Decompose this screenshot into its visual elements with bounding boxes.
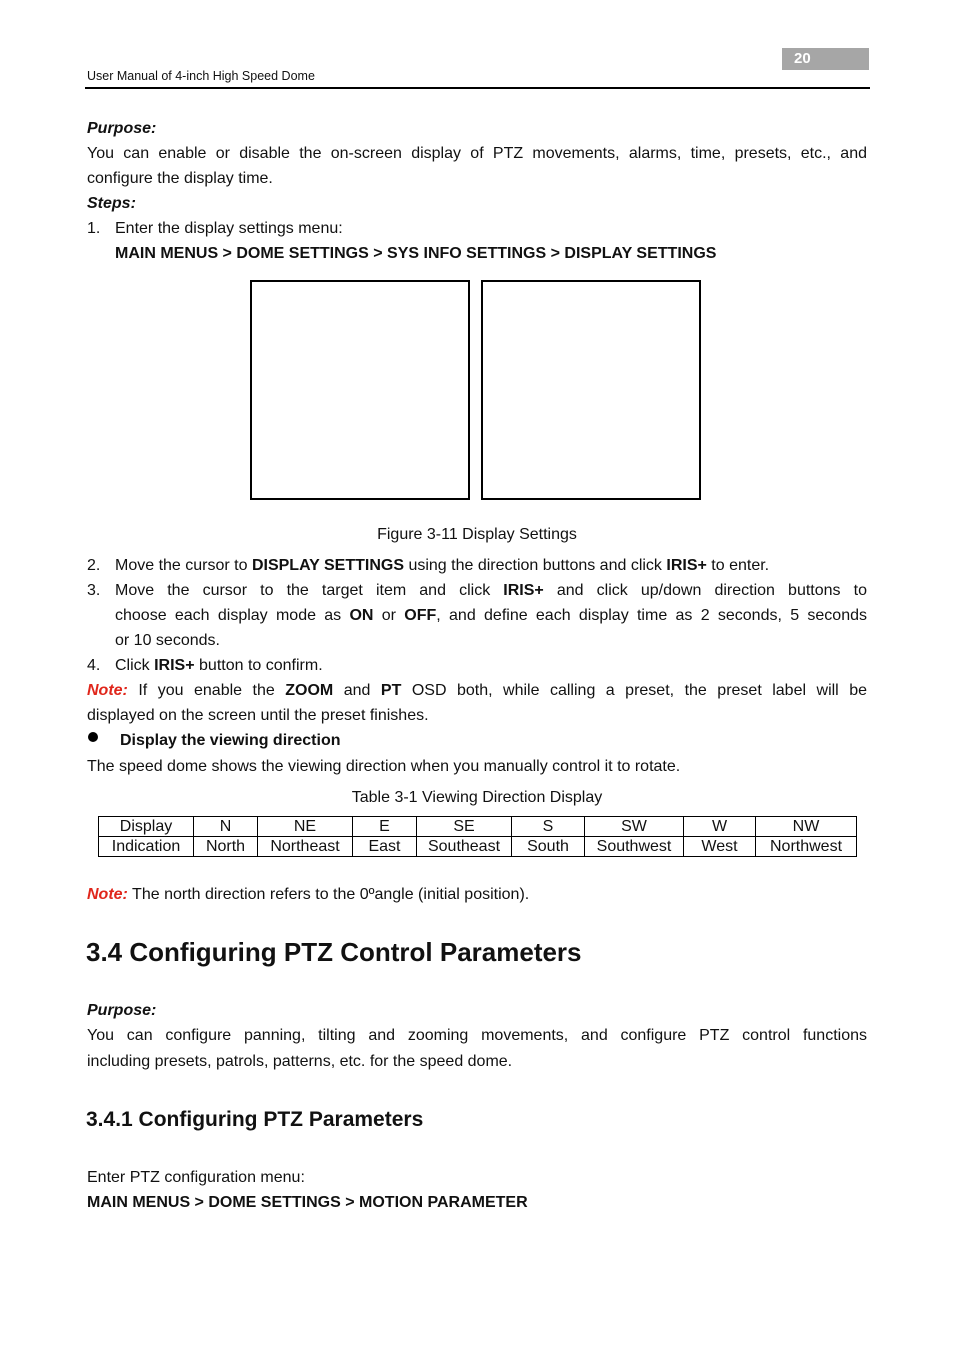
purpose-label-2: Purpose: — [87, 1002, 157, 1019]
page-number: 20 — [782, 48, 869, 70]
table-cell: East — [353, 837, 417, 857]
note-text-a: If you enable the — [127, 682, 286, 699]
bullet-title: Display the viewing direction — [120, 732, 341, 749]
table-cell: E — [353, 817, 417, 837]
step3-on: ON — [349, 607, 374, 624]
table-cell: SW — [585, 817, 684, 837]
step4-text-a: Click — [115, 657, 155, 674]
step2-display-settings: DISPLAY SETTINGS — [251, 557, 404, 574]
step3-text-a: Move the cursor to the target item and click — [115, 582, 504, 599]
step1-number: 1. — [87, 220, 101, 237]
step2-text — [115, 553, 867, 578]
header-rule — [85, 87, 870, 89]
note-pt: PT — [380, 682, 402, 699]
purpose-text-line2: configure the display time. — [87, 170, 273, 187]
table-cell: SE — [417, 817, 512, 837]
display-settings-screenshot-right — [481, 280, 701, 500]
display-settings-screenshot-left — [250, 280, 470, 500]
ptz-menu-path: MAIN MENUS > DOME SETTINGS > MOTION PARAMETER — [87, 1194, 528, 1211]
table-cell: S — [512, 817, 585, 837]
step2-iris: IRIS+ — [666, 557, 707, 574]
note2-label: Note: — [87, 886, 128, 903]
step3-iris: IRIS+ — [503, 582, 544, 599]
purpose2-line2: including presets, patrols, patterns, etc. for the speed dome. — [87, 1053, 513, 1070]
bullet-icon — [88, 732, 98, 742]
step3-text-f: or — [373, 607, 405, 624]
table-cell: Northwest — [756, 837, 857, 857]
purpose-text-line1: You can enable or disable the on-screen display of PTZ movements, alarms, time, presets, etc., and — [87, 145, 867, 162]
note2-text: The north direction refers to the 0ºangle (initial position). — [127, 886, 530, 903]
table-cell: Southeast — [417, 837, 512, 857]
note2 — [87, 882, 867, 907]
figure-caption: Figure 3-11 Display Settings — [377, 526, 577, 543]
table-cell: Southwest — [585, 837, 684, 857]
table-cell: Indication — [99, 837, 194, 857]
note-zoom: ZOOM — [285, 682, 334, 699]
purpose2-line1: You can configure panning, tilting and zooming movements, and configure PTZ control functions — [87, 1027, 867, 1044]
table-cell: North — [194, 837, 258, 857]
section-heading-3-4: 3.4 Configuring PTZ Control Parameters — [86, 937, 582, 967]
step4-number: 4. — [87, 657, 101, 674]
step1-text: Enter the display settings menu: — [115, 220, 343, 237]
bullet-text: The speed dome shows the viewing direction when you manually control it to rotate. — [87, 758, 681, 775]
table-cell: W — [684, 817, 756, 837]
step2-text-c: using the direction buttons and click — [404, 557, 667, 574]
step3-line2 — [115, 603, 867, 628]
note-text-c: and — [333, 682, 381, 699]
ptz-menu-intro: Enter PTZ configuration menu: — [87, 1169, 305, 1186]
step1-menu-path: MAIN MENUS > DOME SETTINGS > SYS INFO SETTINGS > DISPLAY SETTINGS — [115, 245, 717, 262]
table-caption: Table 3-1 Viewing Direction Display — [351, 789, 603, 806]
note-text-e: OSD both, while calling a preset, the preset label will be — [401, 682, 868, 699]
purpose-label: Purpose: — [87, 120, 157, 137]
table-cell: Display — [99, 817, 194, 837]
step3-line3: or 10 seconds. — [115, 632, 220, 649]
steps-label: Steps: — [87, 195, 136, 212]
table-row — [99, 817, 857, 837]
note-line1 — [87, 678, 867, 703]
step2-text-e: to enter. — [706, 557, 770, 574]
step3-text-h: , and define each display time as 2 seconds, 5 seconds — [436, 607, 867, 624]
note-label: Note: — [87, 682, 128, 699]
step3-text-d: choose each display mode as — [115, 607, 350, 624]
table-cell: South — [512, 837, 585, 857]
note-line2: displayed on the screen until the preset finishes. — [87, 707, 429, 724]
header-title: User Manual of 4-inch High Speed Dome — [87, 69, 315, 83]
step3-text-c: and click up/down direction buttons to — [543, 582, 867, 599]
table-cell: West — [684, 837, 756, 857]
table-cell: NW — [756, 817, 857, 837]
step4-text-c: button to confirm. — [194, 657, 323, 674]
step4-iris: IRIS+ — [154, 657, 195, 674]
step3-off: OFF — [404, 607, 437, 624]
step2-text-a: Move the cursor to — [115, 557, 252, 574]
section-heading-3-4-1: 3.4.1 Configuring PTZ Parameters — [86, 1108, 424, 1131]
step3-number: 3. — [87, 582, 101, 599]
step3-line1 — [115, 578, 867, 603]
table-cell: NE — [258, 817, 353, 837]
viewing-direction-table — [98, 816, 857, 857]
table-cell: Northeast — [258, 837, 353, 857]
step4-text — [115, 653, 867, 678]
table-row — [99, 837, 857, 857]
table-cell: N — [194, 817, 258, 837]
step2-number: 2. — [87, 557, 101, 574]
